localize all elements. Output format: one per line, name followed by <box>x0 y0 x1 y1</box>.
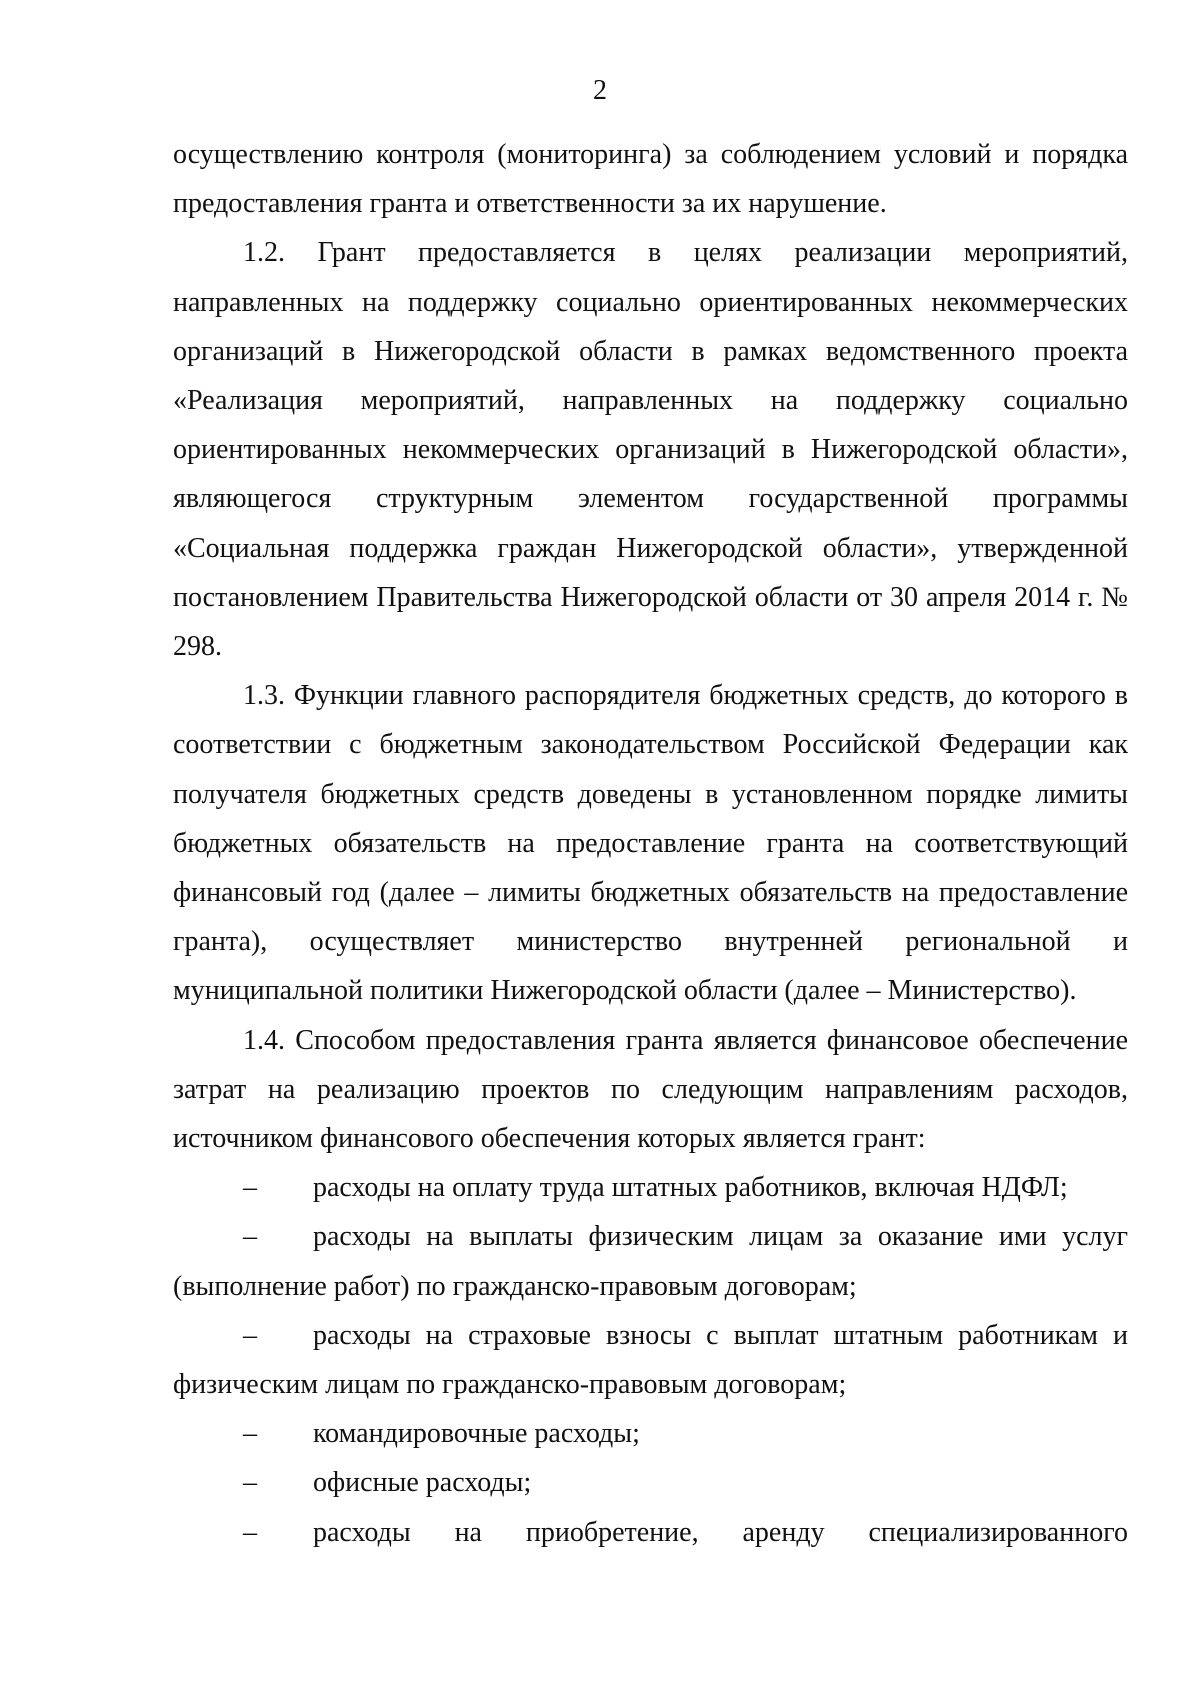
list-item-text: расходы на оплату труда штатных работников, включая НДФЛ; <box>313 1172 1068 1204</box>
list-dash: – <box>243 1516 257 1548</box>
paragraph-continuation: осуществлению контроля (мониторинга) за соблюдением условий и порядка предоставления гранта и ответственности за их нарушение. <box>173 139 1128 220</box>
list-dash: – <box>243 1319 257 1351</box>
paragraph-1-2: 1.2. Грант предоставляется в целях реализации мероприятий, направленных на поддержку социально ориентированных некоммерческих организаций в Нижегородской области в рамках ведомственного проекта «Реализация мероприятий, направленных на поддержку социально ориентированных некоммерческих организаций в Нижегородской области», являющегося структурным элементом государственной программы «Социальная поддержка граждан Нижегородской области», утвержденной постановлением Правительства Нижегородской области от 30 апреля 2014 г. № 298. <box>173 237 1128 663</box>
expense-list-item <box>173 1458 1128 1507</box>
expense-list-item <box>173 1409 1128 1458</box>
expense-list-item <box>173 1311 1128 1409</box>
list-dash: – <box>243 1467 257 1499</box>
paragraph-1-3: 1.3. Функции главного распорядителя бюджетных средств, до которого в соответствии с бюджетным законодательством Российской Федерации как получателя бюджетных средств доведены в установленном порядке лимиты бюджетных обязательств на предоставление гранта на соответствующий финансовый год (далее – лимиты бюджетных обязательств на предоставление гранта), осуществляет министерство внутренней региональной и муниципальной политики Нижегородской области (далее – Министерство). <box>173 680 1128 1007</box>
list-item-text: командировочные расходы; <box>313 1418 640 1450</box>
list-item-text: расходы на выплаты физическим лицам за оказание ими услуг (выполнение работ) по гражданско-правовым договорам; <box>173 1221 1128 1302</box>
paragraph-1-4: 1.4. Способом предоставления гранта является финансовое обеспечение затрат на реализацию проектов по следующим направлениям расходов, источником финансового обеспечения которых является грант: <box>173 1024 1128 1155</box>
expense-list-item <box>173 1508 1128 1557</box>
page-number: 2 <box>593 75 607 106</box>
expense-list-item <box>173 1163 1128 1212</box>
list-item-text: расходы на приобретение, аренду специализированного <box>313 1516 1128 1548</box>
list-dash: – <box>243 1418 257 1450</box>
list-item-text: офисные расходы; <box>313 1467 532 1499</box>
list-dash: – <box>243 1221 257 1253</box>
expense-list-item <box>173 1212 1128 1310</box>
list-item-text: расходы на страховые взносы с выплат штатным работникам и физическим лицам по гражданско-правовым договорам; <box>173 1319 1128 1401</box>
document-body <box>173 130 1128 1557</box>
list-dash: – <box>243 1172 257 1204</box>
